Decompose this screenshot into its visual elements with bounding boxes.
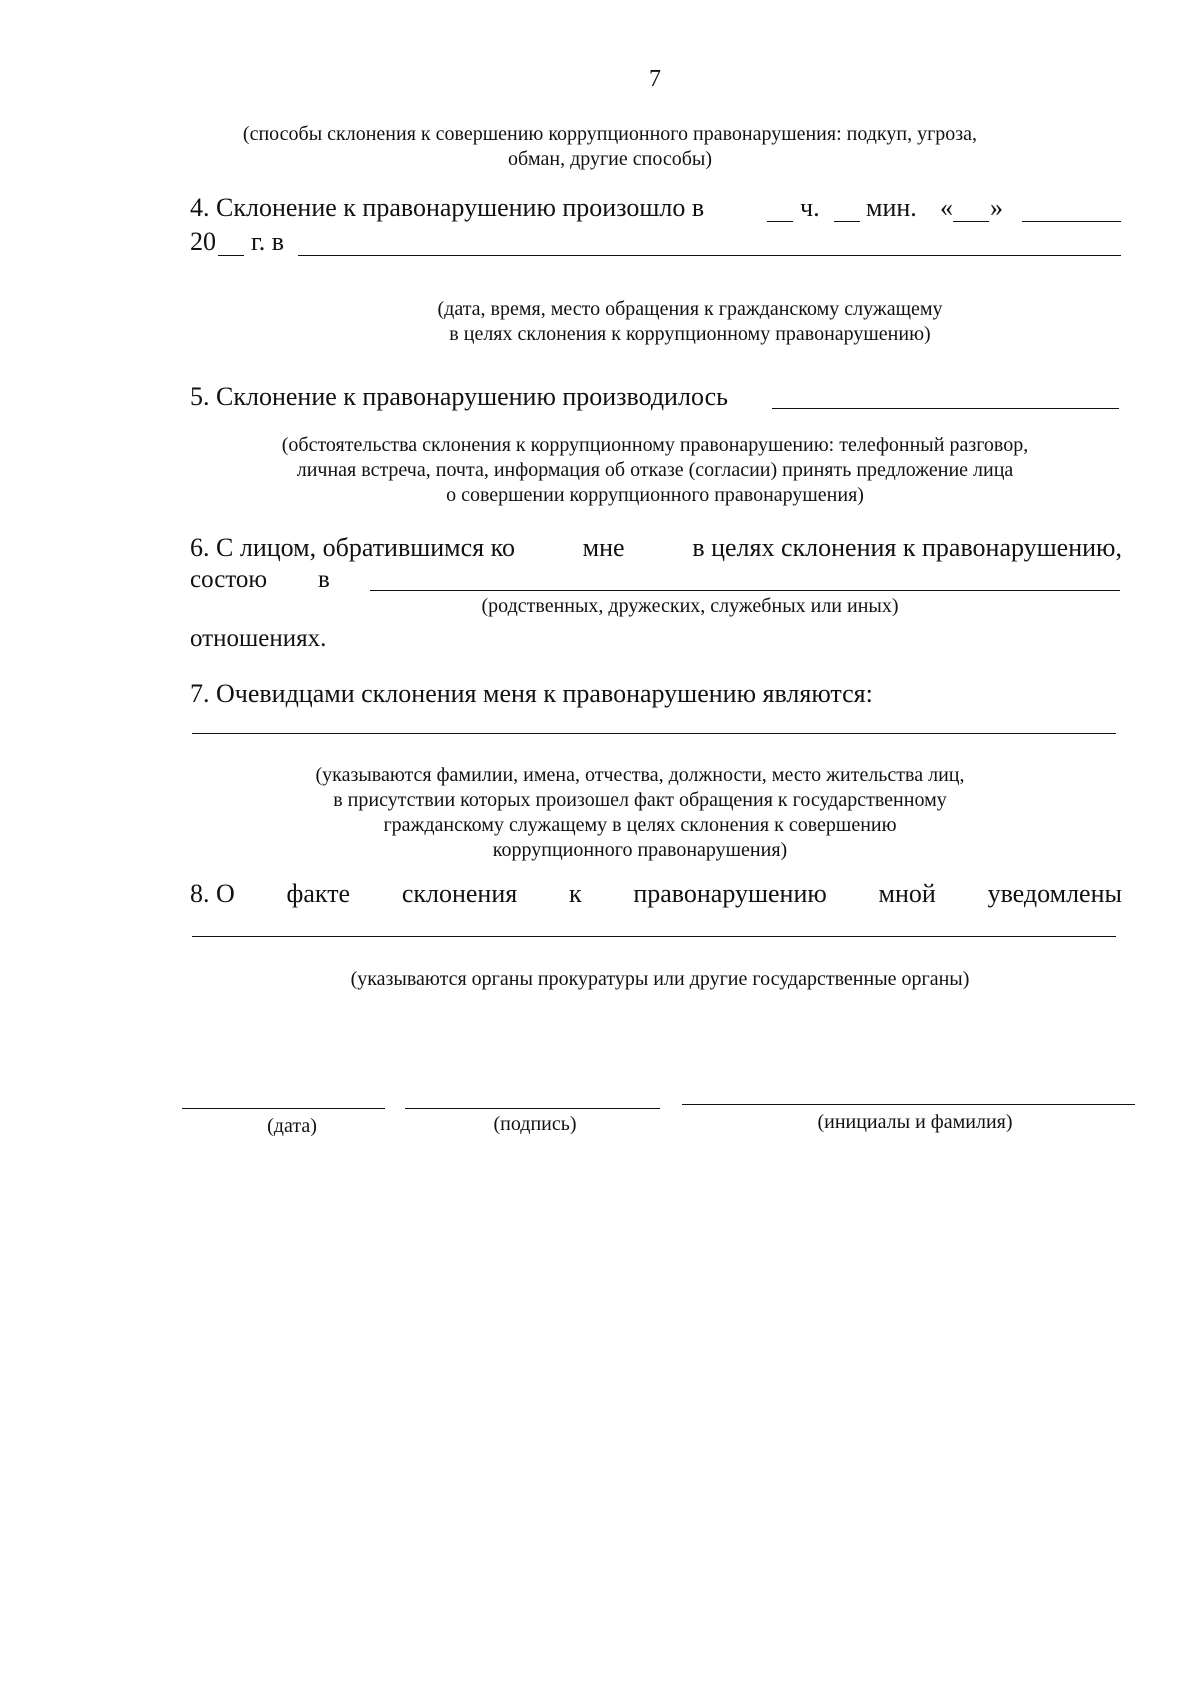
item8-authorities-field[interactable] — [192, 936, 1116, 937]
item8-word-4: к — [568, 879, 582, 908]
item4-hours-field[interactable] — [767, 221, 793, 222]
item4-year-field[interactable] — [218, 255, 244, 256]
item8-word-5: правонарушению — [633, 879, 827, 908]
item8-word-1: 8. О — [190, 879, 235, 908]
item4-year-suffix: г. в — [251, 227, 285, 256]
item6-line1 — [190, 533, 1122, 563]
item8-word-6: мной — [878, 879, 936, 908]
item7-witnesses-field[interactable] — [192, 733, 1116, 734]
item4-month-field[interactable] — [1022, 221, 1121, 222]
item8-word-7: уведомлены — [987, 879, 1122, 908]
item4-place-field[interactable] — [298, 255, 1121, 256]
item4-year-prefix: 20 — [190, 227, 216, 256]
item4-quote-open: « — [940, 193, 953, 222]
item6-word-1: 6. С лицом, обратившимся ко — [190, 533, 515, 562]
methods-caption-line2: обман, другие способы) — [507, 148, 712, 170]
item7-caption — [240, 763, 1040, 863]
item4-minutes-unit: мин. — [866, 193, 917, 222]
date-field[interactable] — [182, 1108, 385, 1109]
item5-text: 5. Склонение к правонарушению производилось — [190, 382, 728, 411]
item4-quote-close: » — [990, 193, 1003, 222]
item5-caption-line2: личная встреча, почта, информация об отказе (согласии) принять предложение лица — [296, 459, 1014, 481]
page-number: 7 — [649, 66, 661, 92]
item4-minutes-field[interactable] — [834, 221, 860, 222]
item8-word-3: склонения — [401, 879, 518, 908]
item4-caption-line2: в целях склонения к коррупционному правонарушению) — [449, 323, 931, 345]
signature-label: (подпись) — [493, 1113, 577, 1135]
item4-caption — [300, 297, 1080, 347]
item5-field[interactable] — [772, 408, 1119, 409]
methods-caption — [190, 122, 1030, 172]
item6-line2-word2: в — [318, 566, 330, 593]
signature-field[interactable] — [405, 1108, 660, 1109]
item4-text: 4. Склонение к правонарушению произошло в — [190, 193, 705, 222]
item8-caption: (указываются органы прокуратуры или другие государственные органы) — [350, 968, 970, 990]
item6-caption: (родственных, дружеских, служебных или иных) — [481, 595, 899, 617]
item8-word-2: факте — [286, 879, 351, 908]
item4-caption-line1: (дата, время, место обращения к гражданскому служащему — [437, 298, 943, 320]
item6-line2-word1: состою — [190, 566, 268, 593]
name-label: (инициалы и фамилия) — [817, 1111, 1013, 1133]
item5-caption-line1: (обстоятельства склонения к коррупционному правонарушению: телефонный разговор, — [281, 434, 1029, 456]
item8-line — [190, 879, 1122, 909]
item7-text: 7. Очевидцами склонения меня к правонарушению являются: — [190, 679, 873, 708]
methods-caption-line1: (способы склонения к совершению коррупционного правонарушения: подкуп, угроза, — [242, 123, 978, 145]
item5-caption-line3: о совершении коррупционного правонарушения) — [446, 484, 864, 506]
item7-caption-line1: (указываются фамилии, имена, отчества, должности, место жительства лиц, — [315, 764, 965, 786]
item5-caption — [190, 433, 1120, 508]
item7-caption-line4: коррупционного правонарушения) — [492, 839, 788, 861]
item6-word-2: мне — [582, 533, 625, 562]
item4-day-field[interactable] — [953, 221, 989, 222]
item6-word-3: в целях склонения к правонарушению, — [692, 533, 1122, 562]
date-label: (дата) — [267, 1115, 317, 1137]
item7-caption-line3: гражданскому служащему в целях склонения к совершению — [383, 814, 897, 836]
item6-relations-field[interactable] — [370, 590, 1120, 591]
name-field[interactable] — [682, 1104, 1135, 1105]
item4-hours-unit: ч. — [800, 193, 820, 222]
item6-ending: отношениях. — [190, 625, 327, 652]
item7-caption-line2: в присутствии которых произошел факт обращения к государственному — [333, 789, 947, 811]
